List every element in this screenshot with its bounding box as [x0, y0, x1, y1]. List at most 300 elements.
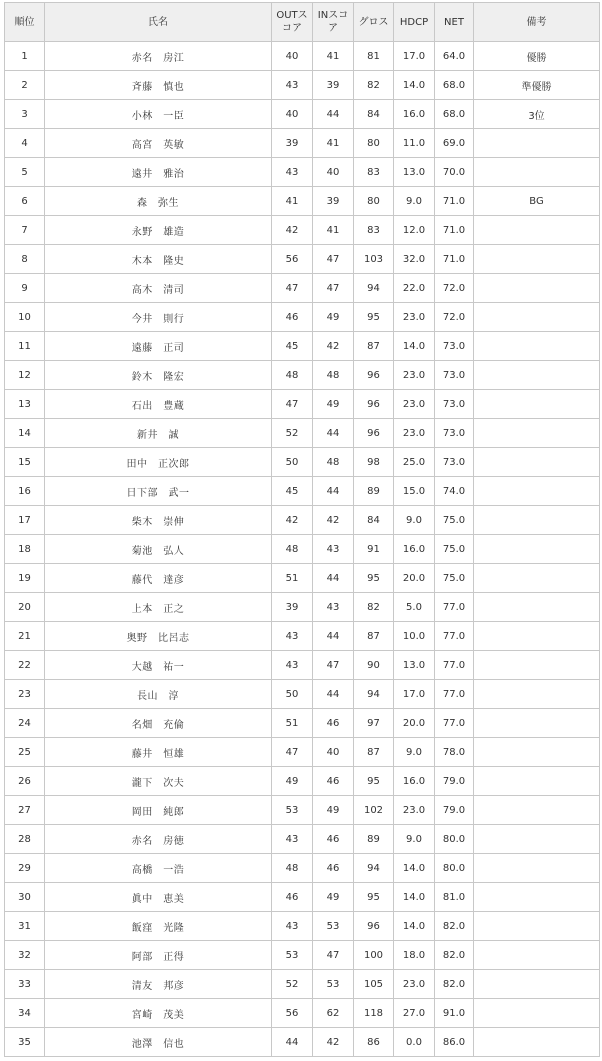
gross-cell: 96: [354, 419, 394, 448]
name-cell: 眞中 恵美: [45, 883, 272, 912]
remarks-cell: 3位: [474, 100, 600, 129]
table-row: [5, 1028, 600, 1057]
gross-cell: 81: [354, 42, 394, 71]
in-score-cell: 42: [313, 332, 354, 361]
net-cell: 80.0: [435, 854, 474, 883]
in-score-cell: 46: [313, 709, 354, 738]
remarks-cell: [474, 999, 600, 1028]
hdcp-cell: 23.0: [394, 303, 435, 332]
name-cell: 高宮 英敏: [45, 129, 272, 158]
in-score-cell: 44: [313, 419, 354, 448]
rank-cell: 8: [5, 245, 45, 274]
remarks-cell: [474, 477, 600, 506]
header-row: [5, 3, 600, 42]
header-net: NET: [435, 3, 474, 42]
rank-cell: 34: [5, 999, 45, 1028]
remarks-cell: [474, 1028, 600, 1057]
gross-cell: 82: [354, 71, 394, 100]
gross-cell: 97: [354, 709, 394, 738]
in-score-cell: 53: [313, 970, 354, 999]
out-score-cell: 43: [272, 651, 313, 680]
remarks-cell: [474, 332, 600, 361]
remarks-cell: [474, 419, 600, 448]
rank-cell: 32: [5, 941, 45, 970]
out-score-cell: 43: [272, 158, 313, 187]
out-score-cell: 42: [272, 216, 313, 245]
remarks-cell: [474, 245, 600, 274]
name-cell: 飯窪 光隆: [45, 912, 272, 941]
hdcp-cell: 14.0: [394, 71, 435, 100]
net-cell: 75.0: [435, 564, 474, 593]
in-score-cell: 41: [313, 129, 354, 158]
remarks-cell: [474, 854, 600, 883]
hdcp-cell: 12.0: [394, 216, 435, 245]
in-score-cell: 48: [313, 448, 354, 477]
net-cell: 77.0: [435, 651, 474, 680]
table-row: [5, 709, 600, 738]
gross-cell: 84: [354, 100, 394, 129]
rank-cell: 7: [5, 216, 45, 245]
table-header: [5, 3, 600, 42]
remarks-cell: [474, 912, 600, 941]
hdcp-cell: 9.0: [394, 187, 435, 216]
name-cell: 鈴木 隆宏: [45, 361, 272, 390]
name-cell: 森 弥生: [45, 187, 272, 216]
table-row: [5, 448, 600, 477]
in-score-cell: 47: [313, 941, 354, 970]
remarks-cell: [474, 825, 600, 854]
in-score-cell: 43: [313, 593, 354, 622]
net-cell: 73.0: [435, 419, 474, 448]
net-cell: 77.0: [435, 680, 474, 709]
remarks-cell: [474, 448, 600, 477]
header-out-score: OUTスコア: [272, 3, 313, 42]
in-score-cell: 44: [313, 100, 354, 129]
out-score-cell: 50: [272, 448, 313, 477]
remarks-cell: [474, 941, 600, 970]
net-cell: 82.0: [435, 941, 474, 970]
hdcp-cell: 13.0: [394, 158, 435, 187]
gross-cell: 89: [354, 825, 394, 854]
net-cell: 86.0: [435, 1028, 474, 1057]
net-cell: 77.0: [435, 709, 474, 738]
in-score-cell: 53: [313, 912, 354, 941]
in-score-cell: 47: [313, 651, 354, 680]
in-score-cell: 44: [313, 477, 354, 506]
out-score-cell: 53: [272, 941, 313, 970]
out-score-cell: 56: [272, 245, 313, 274]
remarks-cell: [474, 796, 600, 825]
net-cell: 73.0: [435, 390, 474, 419]
gross-cell: 80: [354, 129, 394, 158]
remarks-cell: [474, 303, 600, 332]
rank-cell: 1: [5, 42, 45, 71]
table-row: [5, 970, 600, 999]
net-cell: 71.0: [435, 216, 474, 245]
net-cell: 82.0: [435, 970, 474, 999]
net-cell: 70.0: [435, 158, 474, 187]
rank-cell: 11: [5, 332, 45, 361]
out-score-cell: 43: [272, 912, 313, 941]
in-score-cell: 47: [313, 245, 354, 274]
name-cell: 長山 淳: [45, 680, 272, 709]
name-cell: 岡田 純郎: [45, 796, 272, 825]
remarks-cell: [474, 970, 600, 999]
gross-cell: 80: [354, 187, 394, 216]
name-cell: 宮崎 茂美: [45, 999, 272, 1028]
net-cell: 72.0: [435, 274, 474, 303]
name-cell: 藤代 達彦: [45, 564, 272, 593]
table-row: [5, 767, 600, 796]
table-row: [5, 390, 600, 419]
out-score-cell: 53: [272, 796, 313, 825]
out-score-cell: 52: [272, 419, 313, 448]
in-score-cell: 49: [313, 883, 354, 912]
remarks-cell: [474, 216, 600, 245]
name-cell: 石出 豊蔵: [45, 390, 272, 419]
hdcp-cell: 23.0: [394, 970, 435, 999]
remarks-cell: [474, 883, 600, 912]
rank-cell: 35: [5, 1028, 45, 1057]
rank-cell: 21: [5, 622, 45, 651]
hdcp-cell: 9.0: [394, 738, 435, 767]
table-row: [5, 361, 600, 390]
table-row: [5, 854, 600, 883]
gross-cell: 94: [354, 274, 394, 303]
name-cell: 高橋 一浩: [45, 854, 272, 883]
name-cell: 斉藤 慎也: [45, 71, 272, 100]
table-row: [5, 274, 600, 303]
hdcp-cell: 23.0: [394, 361, 435, 390]
header-name: 氏名: [45, 3, 272, 42]
rank-cell: 13: [5, 390, 45, 419]
hdcp-cell: 16.0: [394, 100, 435, 129]
rank-cell: 31: [5, 912, 45, 941]
name-cell: 池澤 信也: [45, 1028, 272, 1057]
hdcp-cell: 0.0: [394, 1028, 435, 1057]
gross-cell: 96: [354, 912, 394, 941]
table-row: [5, 506, 600, 535]
net-cell: 77.0: [435, 593, 474, 622]
hdcp-cell: 17.0: [394, 42, 435, 71]
rank-cell: 28: [5, 825, 45, 854]
out-score-cell: 43: [272, 825, 313, 854]
table-row: [5, 216, 600, 245]
in-score-cell: 42: [313, 506, 354, 535]
table-row: [5, 535, 600, 564]
out-score-cell: 51: [272, 564, 313, 593]
name-cell: 藤井 恒雄: [45, 738, 272, 767]
out-score-cell: 49: [272, 767, 313, 796]
in-score-cell: 47: [313, 274, 354, 303]
net-cell: 72.0: [435, 303, 474, 332]
name-cell: 柴木 崇伸: [45, 506, 272, 535]
hdcp-cell: 17.0: [394, 680, 435, 709]
hdcp-cell: 14.0: [394, 883, 435, 912]
table-row: [5, 883, 600, 912]
rank-cell: 10: [5, 303, 45, 332]
table-row: [5, 941, 600, 970]
net-cell: 68.0: [435, 100, 474, 129]
gross-cell: 95: [354, 303, 394, 332]
table-row: [5, 738, 600, 767]
rank-cell: 24: [5, 709, 45, 738]
rank-cell: 19: [5, 564, 45, 593]
table-body: [5, 42, 600, 1057]
gross-cell: 118: [354, 999, 394, 1028]
gross-cell: 95: [354, 564, 394, 593]
net-cell: 82.0: [435, 912, 474, 941]
out-score-cell: 48: [272, 361, 313, 390]
out-score-cell: 40: [272, 100, 313, 129]
table-row: [5, 999, 600, 1028]
name-cell: 日下部 武一: [45, 477, 272, 506]
table-row: [5, 187, 600, 216]
gross-cell: 94: [354, 854, 394, 883]
hdcp-cell: 32.0: [394, 245, 435, 274]
rank-cell: 25: [5, 738, 45, 767]
gross-cell: 98: [354, 448, 394, 477]
table-row: [5, 100, 600, 129]
remarks-cell: [474, 709, 600, 738]
hdcp-cell: 9.0: [394, 825, 435, 854]
hdcp-cell: 9.0: [394, 506, 435, 535]
rank-cell: 12: [5, 361, 45, 390]
remarks-cell: [474, 129, 600, 158]
hdcp-cell: 23.0: [394, 796, 435, 825]
rank-cell: 15: [5, 448, 45, 477]
hdcp-cell: 14.0: [394, 854, 435, 883]
out-score-cell: 46: [272, 303, 313, 332]
name-cell: 田中 正次郎: [45, 448, 272, 477]
remarks-cell: [474, 622, 600, 651]
out-score-cell: 46: [272, 883, 313, 912]
gross-cell: 87: [354, 332, 394, 361]
out-score-cell: 51: [272, 709, 313, 738]
remarks-cell: 優勝: [474, 42, 600, 71]
hdcp-cell: 5.0: [394, 593, 435, 622]
gross-cell: 87: [354, 738, 394, 767]
rank-cell: 20: [5, 593, 45, 622]
name-cell: 大越 祐一: [45, 651, 272, 680]
in-score-cell: 49: [313, 390, 354, 419]
remarks-cell: BG: [474, 187, 600, 216]
remarks-cell: [474, 506, 600, 535]
in-score-cell: 39: [313, 187, 354, 216]
table-row: [5, 303, 600, 332]
remarks-cell: 準優勝: [474, 71, 600, 100]
hdcp-cell: 14.0: [394, 912, 435, 941]
name-cell: 上本 正之: [45, 593, 272, 622]
rank-cell: 14: [5, 419, 45, 448]
table-row: [5, 419, 600, 448]
net-cell: 71.0: [435, 187, 474, 216]
rank-cell: 9: [5, 274, 45, 303]
out-score-cell: 50: [272, 680, 313, 709]
name-cell: 小林 一臣: [45, 100, 272, 129]
out-score-cell: 40: [272, 42, 313, 71]
header-hdcp: HDCP: [394, 3, 435, 42]
rank-cell: 18: [5, 535, 45, 564]
in-score-cell: 48: [313, 361, 354, 390]
net-cell: 79.0: [435, 796, 474, 825]
header-rank: 順位: [5, 3, 45, 42]
out-score-cell: 47: [272, 390, 313, 419]
table-row: [5, 477, 600, 506]
remarks-cell: [474, 361, 600, 390]
table-row: [5, 245, 600, 274]
name-cell: 高木 清司: [45, 274, 272, 303]
name-cell: 清友 邦彦: [45, 970, 272, 999]
rank-cell: 26: [5, 767, 45, 796]
gross-cell: 91: [354, 535, 394, 564]
hdcp-cell: 25.0: [394, 448, 435, 477]
in-score-cell: 43: [313, 535, 354, 564]
out-score-cell: 45: [272, 332, 313, 361]
out-score-cell: 52: [272, 970, 313, 999]
net-cell: 78.0: [435, 738, 474, 767]
gross-cell: 83: [354, 216, 394, 245]
net-cell: 75.0: [435, 535, 474, 564]
rank-cell: 2: [5, 71, 45, 100]
net-cell: 91.0: [435, 999, 474, 1028]
name-cell: 遠藤 正司: [45, 332, 272, 361]
rank-cell: 30: [5, 883, 45, 912]
table-row: [5, 71, 600, 100]
table-row: [5, 680, 600, 709]
table-row: [5, 651, 600, 680]
out-score-cell: 41: [272, 187, 313, 216]
net-cell: 81.0: [435, 883, 474, 912]
out-score-cell: 39: [272, 129, 313, 158]
remarks-cell: [474, 535, 600, 564]
in-score-cell: 62: [313, 999, 354, 1028]
in-score-cell: 44: [313, 564, 354, 593]
rank-cell: 23: [5, 680, 45, 709]
gross-cell: 82: [354, 593, 394, 622]
gross-cell: 95: [354, 883, 394, 912]
table-row: [5, 158, 600, 187]
in-score-cell: 49: [313, 796, 354, 825]
net-cell: 79.0: [435, 767, 474, 796]
out-score-cell: 44: [272, 1028, 313, 1057]
name-cell: 永野 雄造: [45, 216, 272, 245]
name-cell: 新井 誠: [45, 419, 272, 448]
remarks-cell: [474, 738, 600, 767]
name-cell: 赤名 房徳: [45, 825, 272, 854]
gross-cell: 94: [354, 680, 394, 709]
gross-cell: 100: [354, 941, 394, 970]
out-score-cell: 42: [272, 506, 313, 535]
name-cell: 瀧下 次夫: [45, 767, 272, 796]
net-cell: 64.0: [435, 42, 474, 71]
in-score-cell: 40: [313, 738, 354, 767]
rank-cell: 27: [5, 796, 45, 825]
gross-cell: 95: [354, 767, 394, 796]
remarks-cell: [474, 158, 600, 187]
table-row: [5, 593, 600, 622]
table-row: [5, 129, 600, 158]
table-row: [5, 796, 600, 825]
header-remarks: 備考: [474, 3, 600, 42]
rank-cell: 22: [5, 651, 45, 680]
remarks-cell: [474, 767, 600, 796]
net-cell: 73.0: [435, 361, 474, 390]
hdcp-cell: 23.0: [394, 390, 435, 419]
remarks-cell: [474, 651, 600, 680]
gross-cell: 105: [354, 970, 394, 999]
out-score-cell: 43: [272, 71, 313, 100]
out-score-cell: 39: [272, 593, 313, 622]
hdcp-cell: 16.0: [394, 767, 435, 796]
name-cell: 今井 則行: [45, 303, 272, 332]
table-row: [5, 622, 600, 651]
header-gross: グロス: [354, 3, 394, 42]
hdcp-cell: 20.0: [394, 709, 435, 738]
table-row: [5, 825, 600, 854]
net-cell: 69.0: [435, 129, 474, 158]
gross-cell: 89: [354, 477, 394, 506]
table-row: [5, 42, 600, 71]
out-score-cell: 45: [272, 477, 313, 506]
net-cell: 77.0: [435, 622, 474, 651]
out-score-cell: 56: [272, 999, 313, 1028]
gross-cell: 102: [354, 796, 394, 825]
rank-cell: 16: [5, 477, 45, 506]
name-cell: 阿部 正得: [45, 941, 272, 970]
rank-cell: 5: [5, 158, 45, 187]
table-row: [5, 912, 600, 941]
hdcp-cell: 11.0: [394, 129, 435, 158]
hdcp-cell: 20.0: [394, 564, 435, 593]
net-cell: 68.0: [435, 71, 474, 100]
rank-cell: 17: [5, 506, 45, 535]
gross-cell: 96: [354, 390, 394, 419]
hdcp-cell: 18.0: [394, 941, 435, 970]
net-cell: 80.0: [435, 825, 474, 854]
in-score-cell: 42: [313, 1028, 354, 1057]
hdcp-cell: 13.0: [394, 651, 435, 680]
out-score-cell: 43: [272, 622, 313, 651]
out-score-cell: 47: [272, 738, 313, 767]
net-cell: 71.0: [435, 245, 474, 274]
name-cell: 名畑 充倫: [45, 709, 272, 738]
rank-cell: 29: [5, 854, 45, 883]
gross-cell: 90: [354, 651, 394, 680]
remarks-cell: [474, 390, 600, 419]
name-cell: 木本 隆史: [45, 245, 272, 274]
results-table: [4, 2, 600, 1057]
net-cell: 75.0: [435, 506, 474, 535]
remarks-cell: [474, 564, 600, 593]
in-score-cell: 39: [313, 71, 354, 100]
table-row: [5, 564, 600, 593]
out-score-cell: 48: [272, 535, 313, 564]
hdcp-cell: 22.0: [394, 274, 435, 303]
in-score-cell: 46: [313, 767, 354, 796]
gross-cell: 96: [354, 361, 394, 390]
in-score-cell: 46: [313, 825, 354, 854]
in-score-cell: 44: [313, 622, 354, 651]
rank-cell: 4: [5, 129, 45, 158]
out-score-cell: 47: [272, 274, 313, 303]
in-score-cell: 46: [313, 854, 354, 883]
name-cell: 遠井 雅治: [45, 158, 272, 187]
remarks-cell: [474, 593, 600, 622]
hdcp-cell: 16.0: [394, 535, 435, 564]
remarks-cell: [474, 274, 600, 303]
gross-cell: 86: [354, 1028, 394, 1057]
